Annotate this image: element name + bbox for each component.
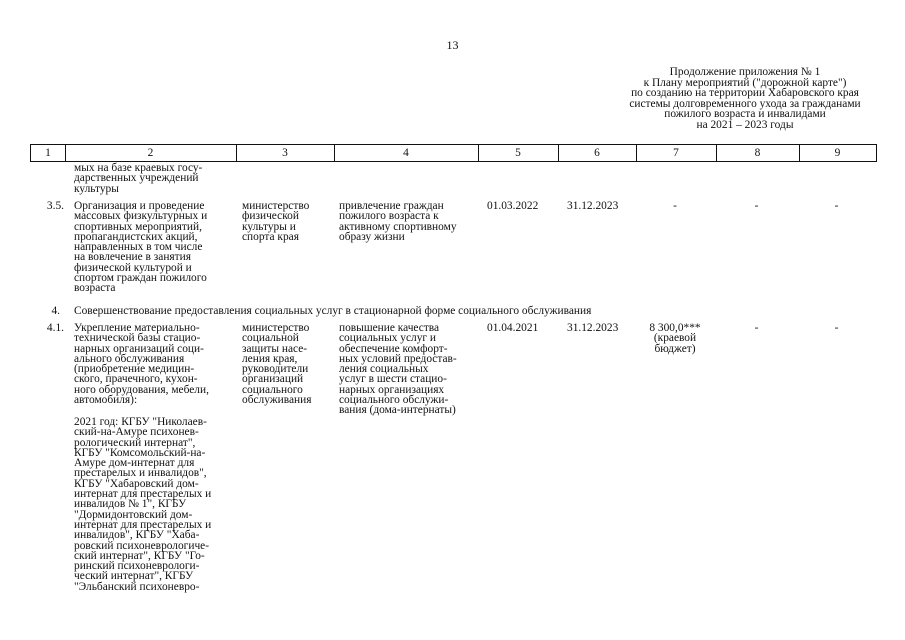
column-8-value: - <box>754 322 759 334</box>
appendix-header <box>600 67 890 131</box>
column-header-2: 2 <box>147 147 154 159</box>
continuation-text: мых на базе краевых госу- дарственных учреждений культуры <box>74 162 203 195</box>
column-header-6: 6 <box>594 147 600 159</box>
header-line: к Плану мероприятий ("дорожной карте") <box>643 76 847 89</box>
table-header-row <box>30 144 877 162</box>
column-header-4: 4 <box>403 147 409 159</box>
event-detail: 2021 год: КГБУ "Николаев- ский-на-Амуре психонев- рологический интернат", КГБУ "Комсомольский-на- Амуре дом-интернат для престарелых и инвалидов", КГБУ "Хабаровский дом- интернат для престарелых и инвалидов № 1", КГБУ "Дормидонтовский дом- интернат для престарелых и инвалидов", КГБУ "Хаба- ровский психоневрологиче- ский интернат", КГБУ "Го- ринский психоневрологи- ческий интернат", КГБУ "Эльбанский психоневро- <box>74 416 212 593</box>
column-8-value: - <box>754 200 759 212</box>
column-9-value: - <box>834 322 839 334</box>
end-date: 31.12.2023 <box>567 200 619 212</box>
section-number: 4. <box>51 305 60 317</box>
page-number: 13 <box>446 38 459 52</box>
column-header-7: 7 <box>673 147 679 159</box>
header-line: пожилого возраста и инвалидами <box>664 108 826 121</box>
header-line: на 2021 – 2023 годы <box>696 118 794 131</box>
expected-result: привлечение граждан пожилого возраста к активному спортивному образу жизни <box>339 200 457 243</box>
event-description: Организация и проведение массовых физкультурных и спортивных мероприятий, пропагандистских акций, направленных в том числе на вовлечение в занятия физической культурой и спортом граждан пожилого возраста <box>74 200 208 295</box>
section-title: Совершенствование предоставления социальных услуг в стационарной форме социального обслуживания <box>74 305 592 317</box>
start-date: 01.04.2021 <box>487 322 539 334</box>
end-date: 31.12.2023 <box>567 322 619 334</box>
start-date: 01.03.2022 <box>487 200 539 212</box>
event-description: Укрепление материально- технической базы стацио- нарных организаций соци- ального обслуживания (приобретение медицин- ского, прачечного, кухон- ного оборудования, мебели, автомобиля): <box>74 322 209 407</box>
executor: министерство физической культуры и спорта края <box>242 200 310 243</box>
funding-amount: 8 300,0*** (краевой бюджет) <box>649 322 701 355</box>
column-header-1: 1 <box>45 147 51 159</box>
funding-amount: - <box>673 200 677 212</box>
expected-result: повышение качества социальных услуг и обеспечение комфорт- ных условий предостав- ления социальных услуг в шести стацио- нарных организациях социального обслужи- вания (дома-интернаты) <box>339 322 457 417</box>
header-line: по созданию на территории Хабаровского края <box>631 87 859 100</box>
column-9-value: - <box>834 200 839 212</box>
header-line: системы долговременного ухода за гражданами <box>629 97 861 110</box>
row-number: 4.1. <box>46 322 64 334</box>
column-header-5: 5 <box>515 147 521 159</box>
executor: министерство социальной защиты насе- ления края, руководители организаций социального обслуживания <box>242 322 312 407</box>
row-number: 3.5. <box>46 200 64 212</box>
column-header-3: 3 <box>282 147 288 159</box>
header-line: Продолжение приложения № 1 <box>669 66 821 78</box>
column-header-8: 8 <box>754 147 761 159</box>
column-header-9: 9 <box>834 147 841 159</box>
